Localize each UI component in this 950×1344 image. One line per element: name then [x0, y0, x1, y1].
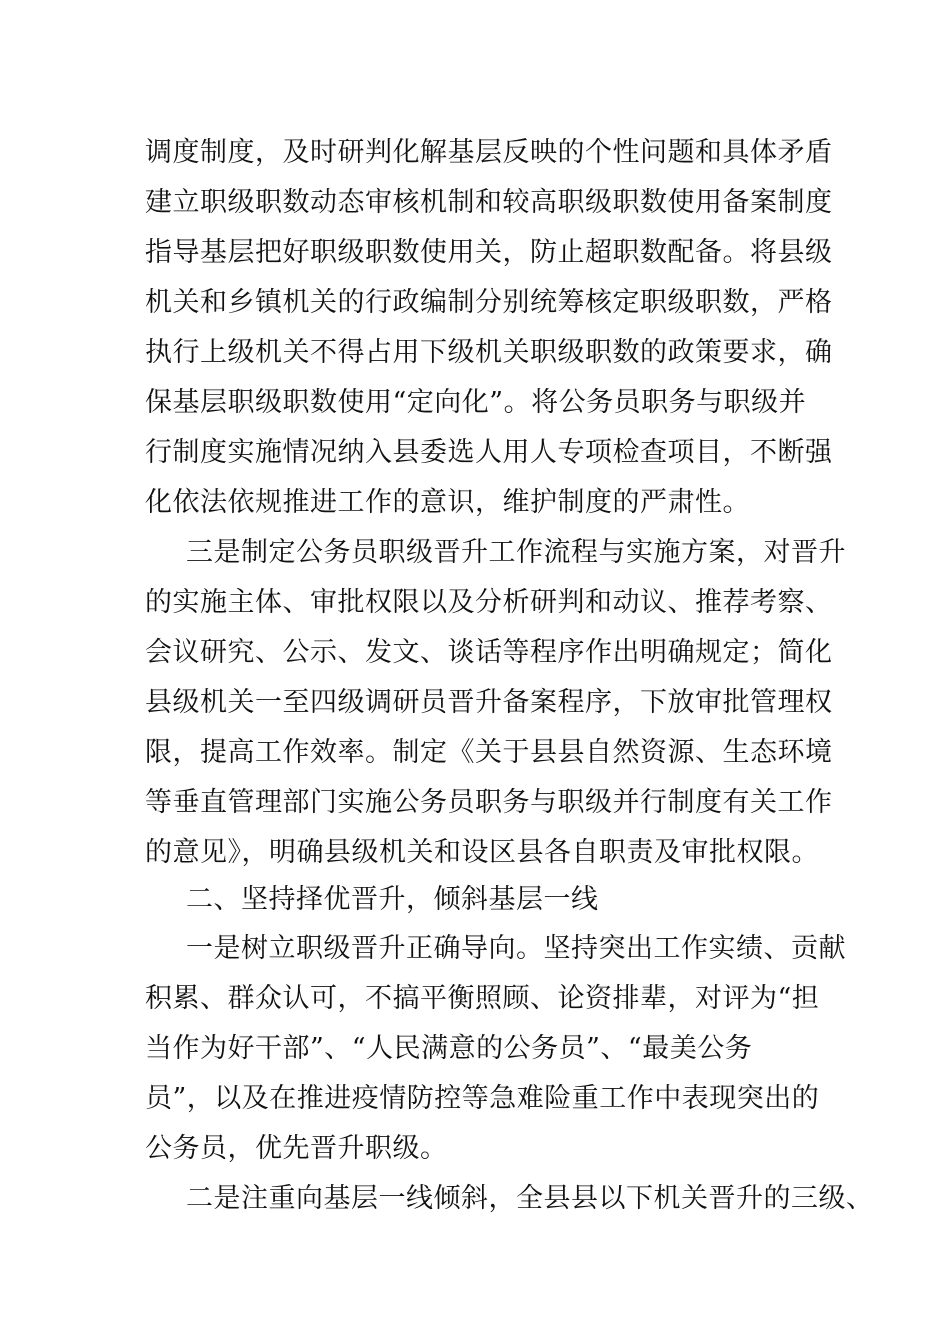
text-line: 指导基层把好职级职数使用关，防止超职数配备。将县级	[145, 237, 833, 268]
text-line: 的意见》，明确县级机关和设区县各自职责及审批权限。	[145, 837, 819, 868]
paragraph-start-line: 二是注重向基层一线倾斜，全县县以下机关晋升的三级、	[186, 1183, 874, 1214]
text-line: 县级机关一至四级调研员晋升备案程序，下放审批管理权	[145, 687, 833, 718]
text-line: 化依法依规推进工作的意识，维护制度的严肃性。	[145, 487, 750, 518]
paragraph-start-line: 三是制定公务员职级晋升工作流程与实施方案，对晋升	[186, 537, 846, 568]
text-line: 积累、群众认可，不搞平衡照顾、论资排辈，对评为“担	[145, 983, 820, 1014]
text-line: 会议研究、公示、发文、谈话等程序作出明确规定；简化	[145, 637, 833, 668]
text-line: 公务员，优先晋升职级。	[145, 1133, 448, 1164]
text-line: 行制度实施情况纳入县委选人用人专项检查项目，不断强	[145, 437, 833, 468]
text-line: 当作为好干部”、“人民满意的公务员”、“最美公务	[145, 1033, 753, 1064]
paragraph-start-line: 一是树立职级晋升正确导向。坚持突出工作实绩、贡献	[186, 933, 846, 964]
text-line: 限，提高工作效率。制定《关于县县自然资源、生态环境	[145, 737, 833, 768]
text-line: 等垂直管理部门实施公务员职务与职级并行制度有关工作	[145, 787, 833, 818]
text-line: 的实施主体、审批权限以及分析研判和动议、推荐考察、	[145, 587, 833, 618]
section-heading: 二、坚持择优晋升，倾斜基层一线	[186, 884, 599, 915]
text-line: 建立职级职数动态审核机制和较高职级职数使用备案制度	[145, 187, 833, 218]
text-line: 调度制度，及时研判化解基层反映的个性问题和具体矛盾	[145, 137, 833, 168]
text-line: 执行上级机关不得占用下级机关职级职数的政策要求，确	[145, 337, 833, 368]
text-line: 保基层职级职数使用“定向化”。将公务员职务与职级并	[145, 387, 807, 418]
text-line: 员”，以及在推进疫情防控等急难险重工作中表现突出的	[145, 1083, 820, 1114]
text-line: 机关和乡镇机关的行政编制分别统筹核定职级职数，严格	[145, 287, 833, 318]
